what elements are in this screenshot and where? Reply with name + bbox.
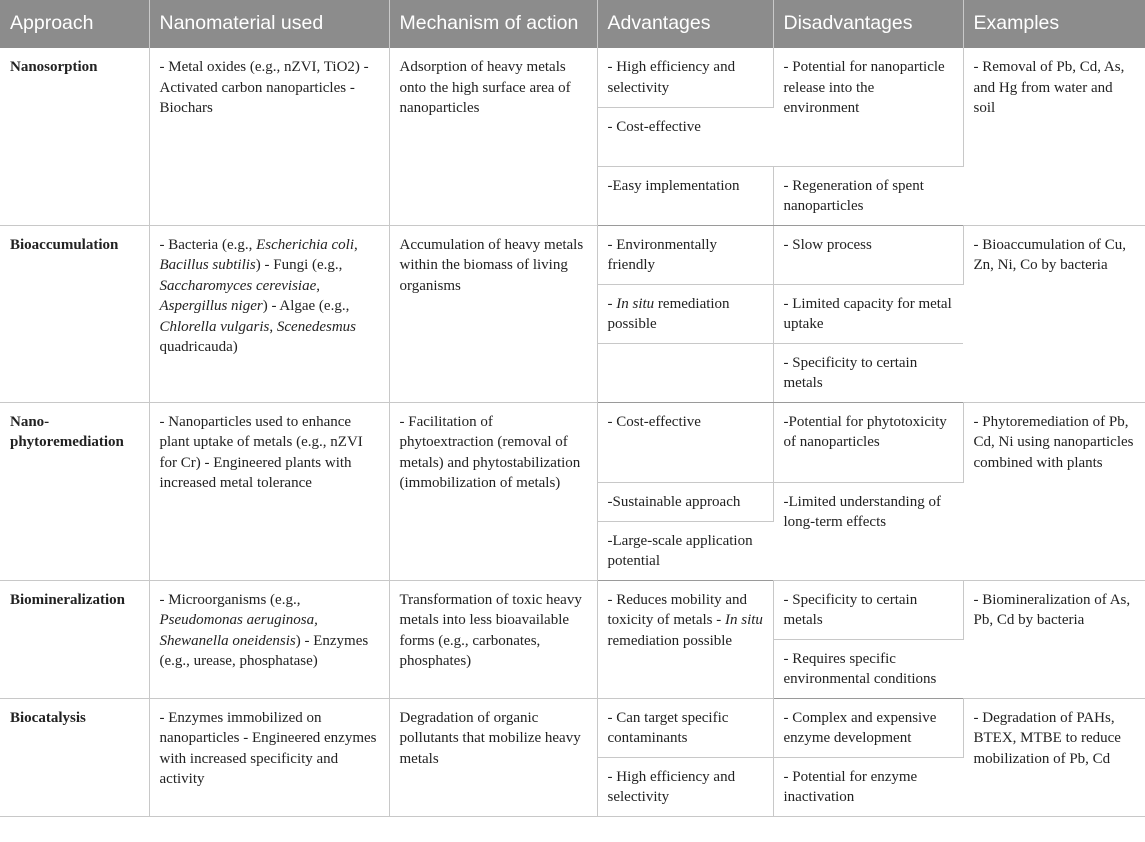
advantage-cell: -Large-scale application potential bbox=[597, 521, 773, 580]
examples-cell: - Biomineralization of As, Pb, Cd by bacteria bbox=[963, 580, 1145, 698]
examples-cell: - Degradation of PAHs, BTEX, MTBE to reduce mobilization of Pb, Cd bbox=[963, 698, 1145, 816]
header-disadvantages: Disadvantages bbox=[773, 0, 963, 48]
table-row bbox=[0, 225, 1145, 284]
mechanism-cell: - Facilitation of phytoextraction (removal of metals) and phytostabilization (immobilization of metals) bbox=[389, 402, 597, 580]
examples-cell: - Removal of Pb, Cd, As, and Hg from water and soil bbox=[963, 48, 1145, 225]
table-row bbox=[0, 402, 1145, 482]
disadvantage-cell: - Requires specific environmental conditions bbox=[773, 639, 963, 698]
disadvantage-cell: - Regeneration of spent nanoparticles bbox=[773, 166, 963, 225]
advantage-cell-empty bbox=[597, 343, 773, 402]
nanomaterial-cell: - Enzymes immobilized on nanoparticles - Engineered enzymes with increased specificity and activity bbox=[149, 698, 389, 816]
table-row bbox=[0, 580, 1145, 639]
advantage-cell: - Reduces mobility and toxicity of metals - In situ remediation possible bbox=[597, 580, 773, 698]
disadvantage-cell: -Limited understanding of long-term effects bbox=[773, 482, 963, 580]
advantage-cell: -Sustainable approach bbox=[597, 482, 773, 521]
disadvantage-cell: - Complex and expensive enzyme development bbox=[773, 698, 963, 757]
advantage-cell: - High efficiency and selectivity bbox=[597, 757, 773, 816]
advantage-cell: -Easy implementation bbox=[597, 166, 773, 225]
approach-cell: Biocatalysis bbox=[0, 698, 149, 816]
disadvantage-cell: - Limited capacity for metal uptake bbox=[773, 284, 963, 343]
approach-cell: Biomineralization bbox=[0, 580, 149, 698]
mechanism-cell: Transformation of toxic heavy metals into less bioavailable forms (e.g., carbonates, phosphates) bbox=[389, 580, 597, 698]
disadvantage-cell: -Potential for phytotoxicity of nanoparticles bbox=[773, 402, 963, 482]
approach-cell: Nanosorption bbox=[0, 48, 149, 225]
disadvantage-cell: - Slow process bbox=[773, 225, 963, 284]
nanomaterial-cell: - Bacteria (e.g., Escherichia coli, Bacillus subtilis) - Fungi (e.g., Saccharomyces cerevisiae, Aspergillus niger) - Algae (e.g., Chlorella vulgaris, Scenedesmus quadricauda) bbox=[149, 225, 389, 402]
mechanism-cell: Degradation of organic pollutants that mobilize heavy metals bbox=[389, 698, 597, 816]
table-row bbox=[0, 698, 1145, 757]
examples-cell: - Phytoremediation of Pb, Cd, Ni using nanoparticles combined with plants bbox=[963, 402, 1145, 580]
disadvantage-cell: - Specificity to certain metals bbox=[773, 580, 963, 639]
header-approach: Approach bbox=[0, 0, 149, 48]
nanomaterial-cell: - Metal oxides (e.g., nZVI, TiO2) - Activated carbon nanoparticles - Biochars bbox=[149, 48, 389, 225]
mechanism-cell: Adsorption of heavy metals onto the high surface area of nanoparticles bbox=[389, 48, 597, 225]
examples-cell: - Bioaccumulation of Cu, Zn, Ni, Co by bacteria bbox=[963, 225, 1145, 402]
disadvantage-cell: - Specificity to certain metals bbox=[773, 343, 963, 402]
advantage-cell: - High efficiency and selectivity bbox=[597, 48, 773, 107]
header-mechanism: Mechanism of action bbox=[389, 0, 597, 48]
header-examples: Examples bbox=[963, 0, 1145, 48]
advantage-cell: - Cost-effective bbox=[597, 107, 773, 166]
approach-cell: Bioaccumulation bbox=[0, 225, 149, 402]
advantage-cell: - Can target specific contaminants bbox=[597, 698, 773, 757]
disadvantage-cell: - Potential for nanoparticle release into the environment bbox=[773, 48, 963, 166]
advantage-cell: - In situ remediation possible bbox=[597, 284, 773, 343]
header-row bbox=[0, 0, 1145, 48]
mechanism-cell: Accumulation of heavy metals within the biomass of living organisms bbox=[389, 225, 597, 402]
approach-cell: Nano-phytoremediation bbox=[0, 402, 149, 580]
nanomaterial-cell: - Microorganisms (e.g., Pseudomonas aeruginosa, Shewanella oneidensis) - Enzymes (e.g., urease, phosphatase) bbox=[149, 580, 389, 698]
nanomaterial-cell: - Nanoparticles used to enhance plant uptake of metals (e.g., nZVI for Cr) - Engineered plants with increased metal tolerance bbox=[149, 402, 389, 580]
advantage-cell: - Cost-effective bbox=[597, 402, 773, 482]
header-advantages: Advantages bbox=[597, 0, 773, 48]
table-row bbox=[0, 48, 1145, 107]
advantage-cell: - Environmentally friendly bbox=[597, 225, 773, 284]
disadvantage-cell: - Potential for enzyme inactivation bbox=[773, 757, 963, 816]
header-nanomaterial: Nanomaterial used bbox=[149, 0, 389, 48]
